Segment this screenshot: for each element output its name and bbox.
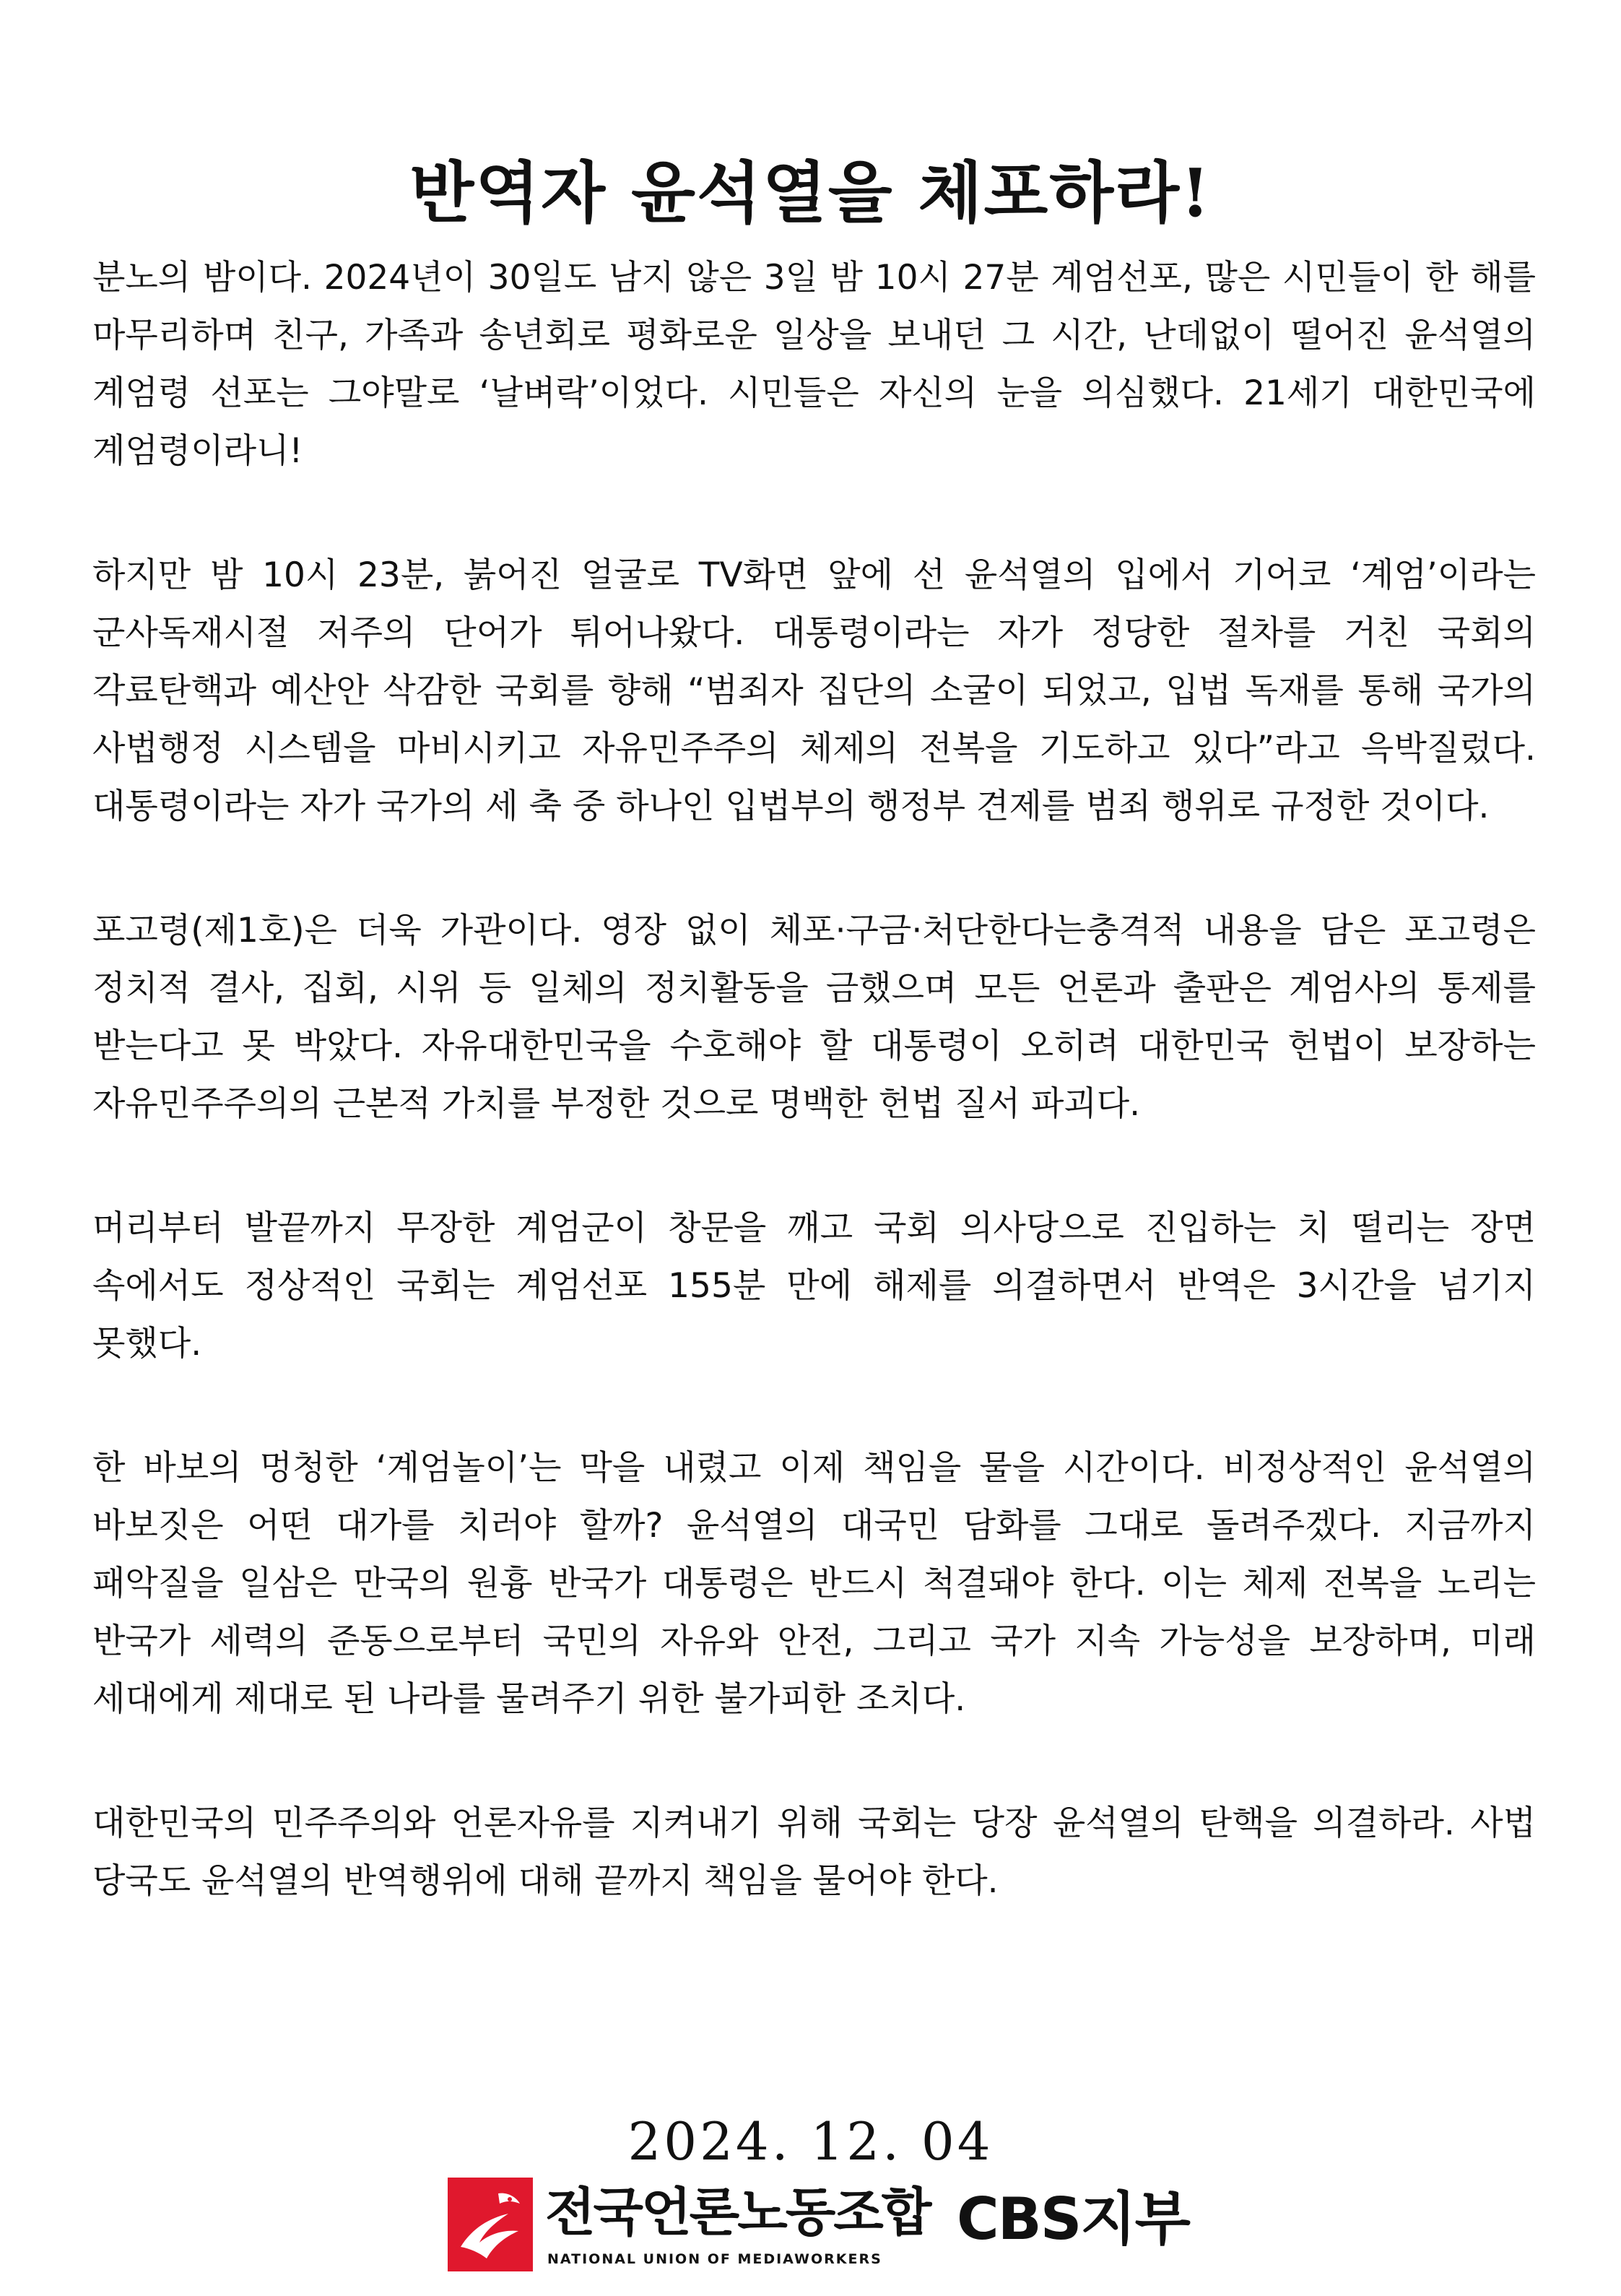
union-logo (448, 2178, 1189, 2271)
paragraph-6: 대한민국의 민주주의와 언론자유를 지켜내기 위해 국회는 당장 윤석열의 탄핵을 의결하라. 사법 당국도 윤석열의 반역행위에 대해 끝까지 책임을 물어야 한다. (92, 1803, 1536, 1901)
bird-emblem-icon (448, 2178, 533, 2271)
paragraph-5: 한 바보의 멍청한 ‘계엄놀이’는 막을 내렸고 이제 책임을 물을 시간이다. 비정상적인 윤석열의 바보짓은 어떤 대가를 치러야 할까? 윤석열의 대국민 담화를 그대로 돌려주겠다. 지금까지 패악질을 일삼은 만국의 원흉 반국가 대통령은 반드시 척결돼야 한다. 이는 체제 전복을 노리는 반국가 세력의 준동으로부터 국민의 자유와 안전, 그리고 국가 지속 가능성을 보장하며, 미래 세대에게 제대로 된 나라를 물려주기 위한 불가피한 조치다. (92, 1448, 1536, 1719)
paragraph-2: 하지만 밤 10시 23분, 붉어진 얼굴로 TV화면 앞에 선 윤석열의 입에서 기어코 ‘계엄’이라는 군사독재시절 저주의 단어가 튀어나왔다. 대통령이라는 자가 정당한 절차를 거친 국회의 각료탄핵과 예산안 삭감한 국회를 향해 “범죄자 집단의 소굴이 되었고, 입법 독재를 통해 국가의 사법행정 시스템을 마비시키고 자유민주주의 체제의 전복을 기도하고 있다”라고 윽박질렀다. 대통령이라는 자가 국가의 세 축 중 하나인 입법부의 행정부 견제를 범죄 행위로 규정한 것이다. (92, 555, 1536, 826)
statement-date: 2024. 12. 04 (627, 2111, 994, 2172)
paragraph-3: 포고령(제1호)은 더욱 가관이다. 영장 없이 체포·구금·처단한다는충격적 내용을 담은 포고령은 정치적 결사, 집회, 시위 등 일체의 정치활동을 금했으며 모든 언론과 출판은 계엄사의 통제를 받는다고 못 박았다. 자유대한민국을 수호해야 할 대통령이 오히려 대한민국 헌법이 보장하는 자유민주주의의 근본적 가치를 부정한 것으로 명백한 헌법 질서 파괴다. (92, 911, 1536, 1124)
paragraph-4: 머리부터 발끝까지 무장한 계엄군이 창문을 깨고 국회 의사당으로 진입하는 치 떨리는 장면 속에서도 정상적인 국회는 계엄선포 155분 만에 해제를 의결하면서 반역은 3시간을 넘기지 못했다. (92, 1208, 1536, 1364)
paragraph-1: 분노의 밤이다. 2024년이 30일도 남지 않은 3일 밤 10시 27분 계엄선포, 많은 시민들이 한 해를 마무리하며 친구, 가족과 송년회로 평화로운 일상을 보내던 그 시간, 난데없이 떨어진 윤석열의 계엄령 선포는 그야말로 ‘날벼락’이었다. 시민들은 자신의 눈을 의심했다. 21세기 대한민국에 계엄령이라니! (92, 258, 1536, 471)
union-name: 전국언론노동조합 (545, 2182, 930, 2243)
statement-body (92, 249, 1536, 1977)
statement-title: 반역자 윤석열을 체포하라! (409, 153, 1212, 232)
union-branch: CBS지부 (957, 2185, 1189, 2253)
union-english-name: NATIONAL UNION OF MEDIAWORKERS (547, 2251, 882, 2267)
